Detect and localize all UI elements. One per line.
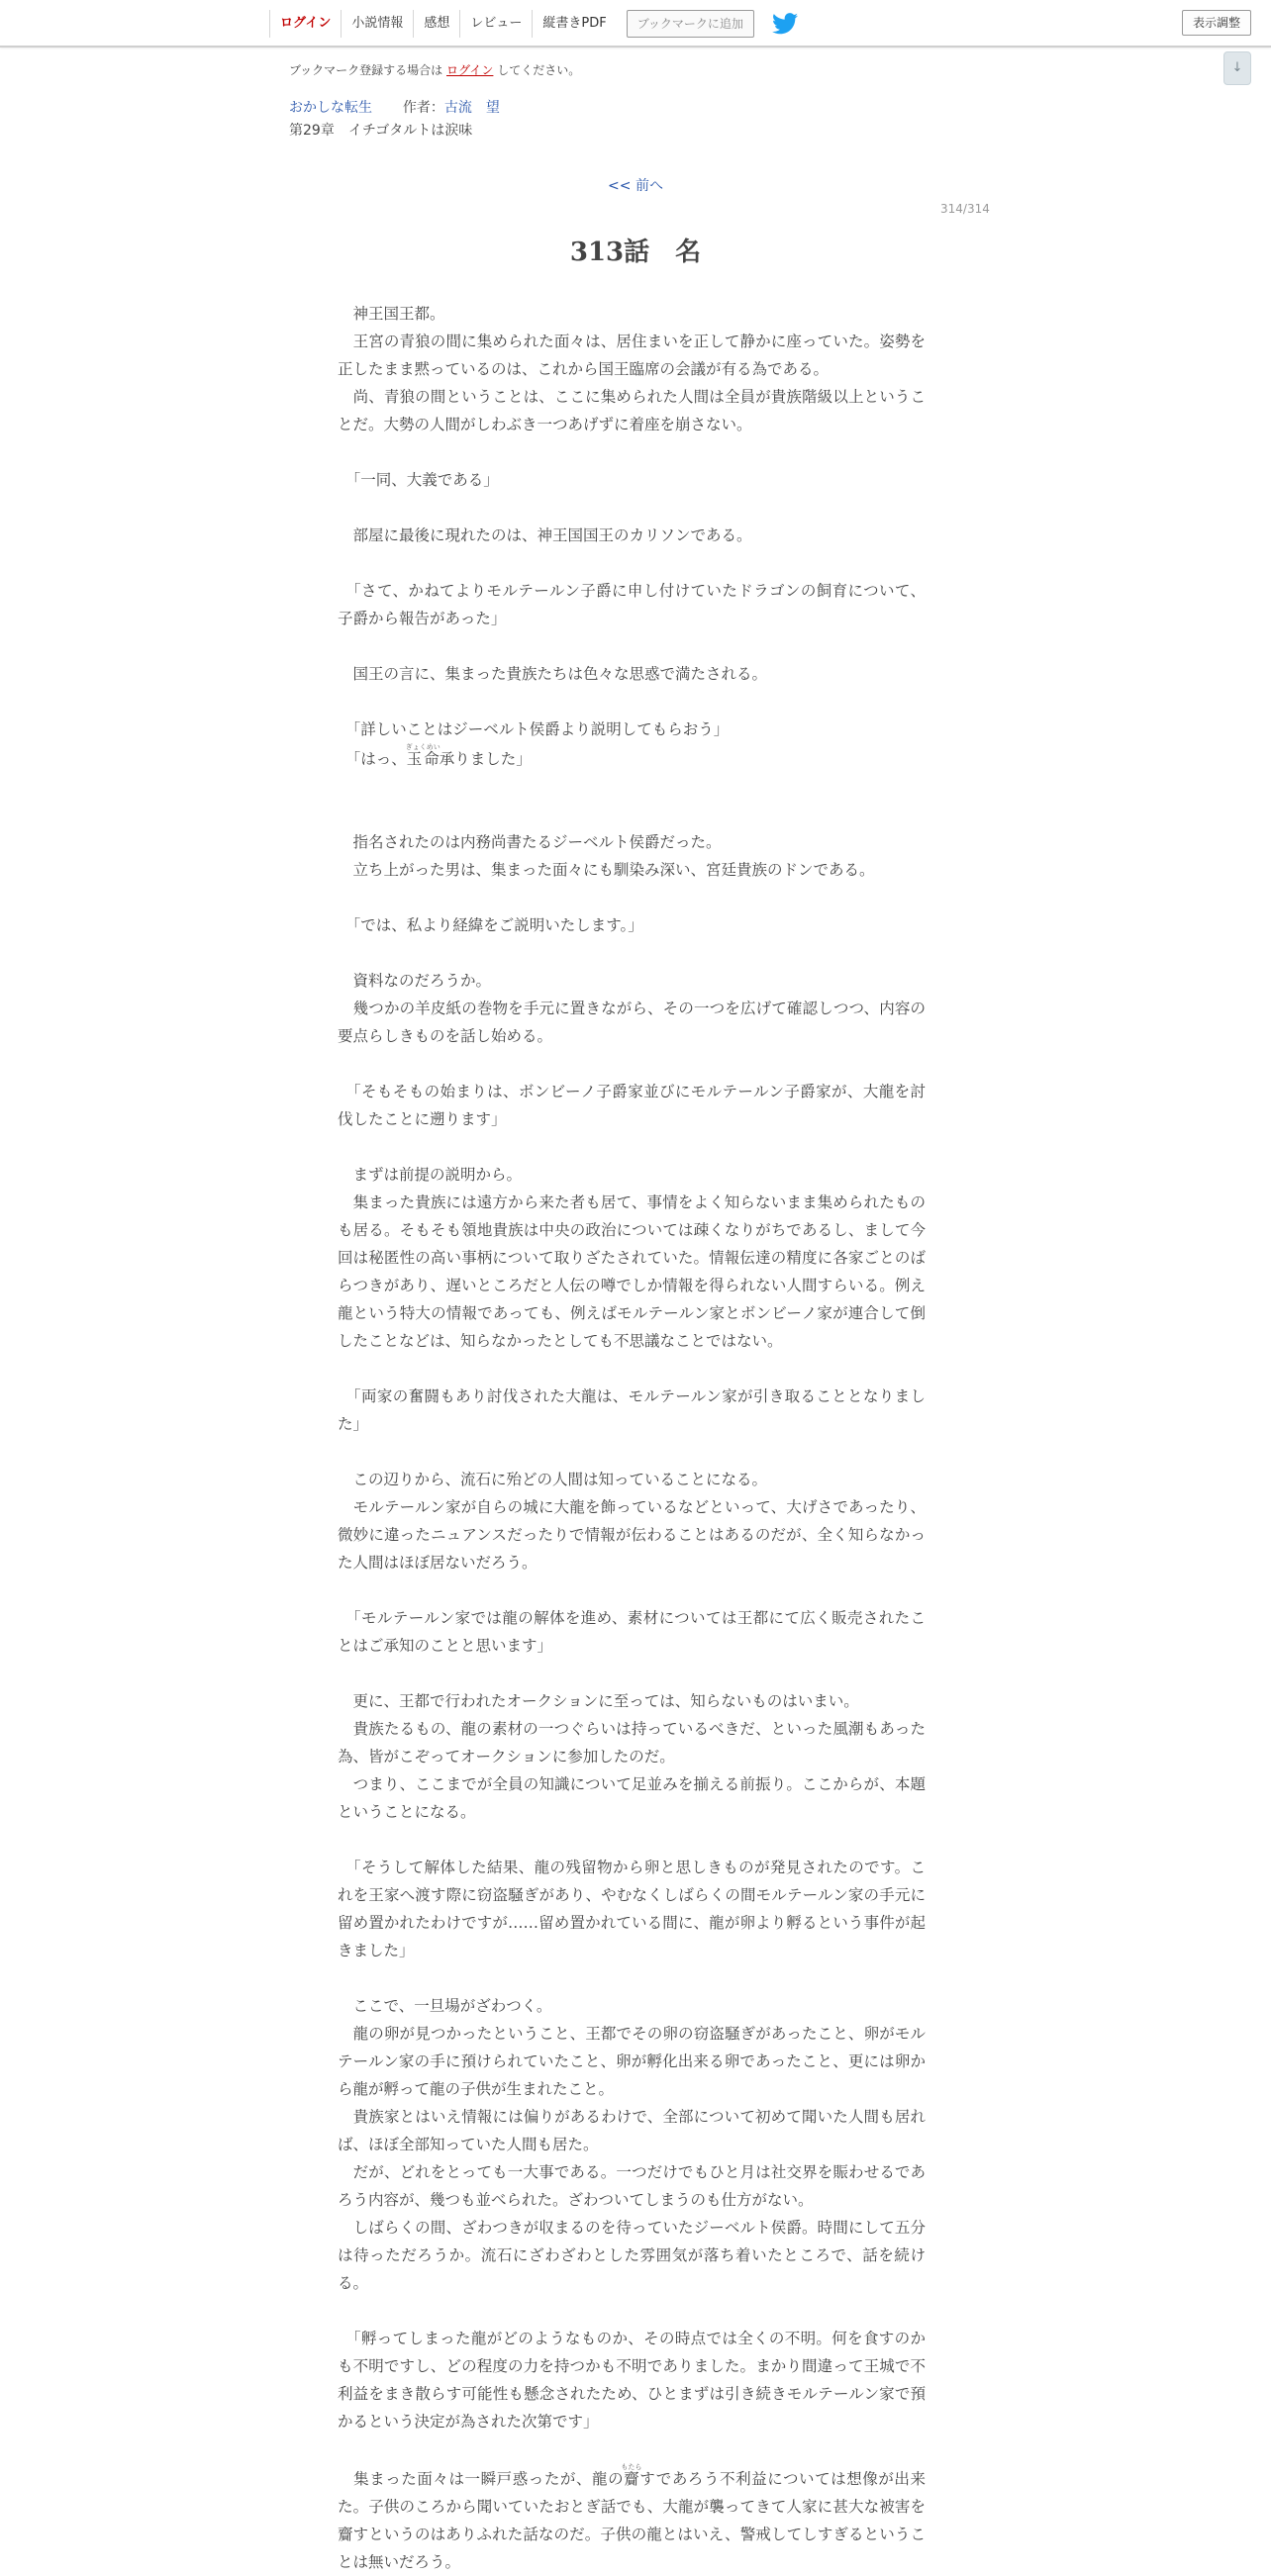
novel-paragraph (338, 743, 926, 773)
novel-paragraph (338, 2435, 926, 2463)
novel-info (289, 97, 500, 117)
novel-paragraph (338, 632, 926, 660)
chapter-title: 第29章 イチゴタルトは涙味 (289, 123, 473, 139)
novel-paragraph: 「さて、かねてよりモルテールン子爵に申し付けていたドラゴンの飼育について、子爵から報告があった」 (338, 582, 926, 627)
scroll-down-button[interactable]: ↓ (1223, 51, 1251, 85)
bookmark-notice-after: してください。 (497, 63, 581, 77)
ruby-base: 齎 (621, 2470, 642, 2488)
novel-paragraph: 貴族家とはいえ情報には偏りがあるわけで、全部について初めて聞いた人間も居れば、ほぼ全部知っていた人間も居た。 (338, 2108, 926, 2153)
novel-body (338, 300, 926, 2576)
ruby-annotation (405, 743, 440, 768)
ruby-line-after: 承りました」 (439, 750, 532, 768)
ruby-annotation (621, 2463, 642, 2488)
novel-paragraph: 幾つかの羊皮紙の巻物を手元に置きながら、その一つを広げて確認しつつ、内容の要点らしきものを話し始める。 (338, 1000, 926, 1045)
novel-paragraph (338, 1438, 926, 1466)
novel-paragraph (338, 2463, 926, 2576)
novel-paragraph (338, 884, 926, 911)
ruby-base: 玉命 (405, 750, 440, 768)
novel-paragraph: 更に、王都で行われたオークションに至っては、知らないものはいまい。 (338, 1692, 859, 1710)
episode-title: 313話 名 (569, 238, 702, 267)
novel-paragraph: 「一同、大義である」 (338, 471, 499, 489)
novel-paragraph (338, 1133, 926, 1161)
novel-paragraph: 尚、青狼の間ということは、ここに集められた人間は全員が貴族階級以上ということだ。大勢の人間がしわぶき一つあげずに着座を崩さない。 (338, 388, 926, 433)
novel-paragraph (338, 1050, 926, 1078)
novel-paragraph: 神王国王都。 (338, 305, 445, 323)
novel-paragraph: 「では、私より経緯をご説明いたします。」 (338, 916, 643, 934)
nav-impressions-link[interactable]: 感想 (413, 10, 459, 38)
novel-paragraph (338, 1660, 926, 1687)
novel-paragraph: 貴族たるもの、龍の素材の一つぐらいは持っているべきだ、といった風潮もあった為、皆がこぞってオークションに参加したのだ。 (338, 1720, 926, 1765)
ruby-line-after: すであろう不利益については想像が出来た。子供のころから聞いていたおとぎ話でも、大龍が襲ってきて人家に甚大な被害を齎すというのはありふれた話なのだ。子供の龍とはいえ、警戒してしすぎるということは無いだろう。 (338, 2470, 926, 2571)
bookmark-notice (289, 61, 580, 78)
novel-paragraph (338, 494, 926, 522)
novel-paragraph: 立ち上がった男は、集まった面々にも馴染み深い、宮廷貴族のドンである。 (338, 861, 875, 879)
novel-paragraph: 資料なのだろうか。 (338, 972, 492, 990)
ruby-line-before: 集まった面々は一瞬戸惑ったが、龍の (338, 2470, 625, 2488)
author-link[interactable]: 古流 望 (443, 100, 500, 116)
novel-paragraph: ここで、一旦場がざわつく。 (338, 1997, 552, 2015)
novel-paragraph: 王宮の青狼の間に集められた面々は、居住まいを正して静かに座っていた。姿勢を正したまま黙っているのは、これから国王臨席の会議が有る為である。 (338, 333, 926, 378)
novel-paragraph (338, 1964, 926, 1992)
author-label: 作者： (402, 100, 444, 116)
novel-paragraph: 「そうして解体した結果、龍の残留物から卵と思しきものが発見されたのです。これを王家へ渡す際に窃盗騒ぎがあり、やむなくしばらくの間モルテールン家の手元に留め置かれたわけですが……留め置かれている間に、龍が卵より孵るという事件が起きました」 (338, 1859, 926, 1959)
bookmark-notice-before: ブックマーク登録する場合は (289, 63, 443, 77)
nav-login-link[interactable]: ログイン (269, 10, 341, 38)
novel-paragraph (338, 801, 926, 828)
novel-paragraph: 「モルテールン家では龍の解体を進め、素材については王都にて広く販売されたことはご承知のことと思います」 (338, 1609, 926, 1655)
novel-paragraph (338, 1826, 926, 1854)
novel-paragraph (338, 1576, 926, 1604)
nav-pdf-link[interactable]: 縦書きPDF (532, 10, 616, 38)
nav-novel-info-link[interactable]: 小説情報 (341, 10, 413, 38)
novel-paragraph: まずは前提の説明から。 (338, 1166, 523, 1184)
novel-paragraph: 「詳しいことはジーベルト侯爵より説明してもらおう」 (338, 720, 730, 738)
novel-paragraph: 「孵ってしまった龍がどのようなものか、その時点では全くの不明。何を食すのかも不明ですし、どの程度の力を持つかも不明でありました。まかり間違って王城で不利益をまき散らす可能性も懸念されたため、ひとまずは引き続きモルテールン家で預かるという決定が為された次第です」 (338, 2330, 926, 2431)
novel-paragraph (338, 1355, 926, 1383)
novel-title-link[interactable]: おかしな転生 (289, 100, 372, 116)
nav-review-link[interactable]: レビュー (459, 10, 532, 38)
page-count: 314/314 (940, 202, 990, 216)
novel-paragraph: つまり、ここまでが全員の知識について足並みを揃える前振り。ここからが、本題ということになる。 (338, 1775, 926, 1821)
novel-paragraph (338, 2297, 926, 2325)
twitter-bird-icon[interactable] (772, 13, 798, 35)
novel-paragraph: 「そもそもの始まりは、ボンビーノ子爵家並びにモルテールン子爵家が、大龍を討伐したことに遡ります」 (338, 1083, 926, 1128)
top-header (0, 0, 1271, 48)
display-settings-button[interactable]: 表示調整 (1182, 10, 1251, 36)
novel-paragraph: モルテールン家が自らの城に大龍を飾っているなどといって、大げさであったり、微妙に違ったニュアンスだったりで情報が伝わることはあるのだが、全く知らなかった人間はほぼ居ないだろう。 (338, 1498, 926, 1572)
novel-paragraph: 「両家の奮闘もあり討伐された大龍は、モルテールン家が引き取ることとなりました」 (338, 1387, 926, 1433)
ruby-line-before: 「はっ、 (338, 750, 407, 768)
novel-paragraph (338, 939, 926, 967)
novel-paragraph (338, 549, 926, 577)
novel-paragraph: しばらくの間、ざわつきが収まるのを待っていたジーベルト侯爵。時間にして五分は待っただろうか。流石にざわざわとした雰囲気が落ち着いたところで、話を続ける。 (338, 2219, 926, 2292)
novel-paragraph (338, 688, 926, 716)
novel-paragraph: 指名されたのは内務尚書たるジーベルト侯爵だった。 (338, 833, 722, 851)
novel-paragraph: だが、どれをとっても一大事である。一つだけでもひと月は社交界を賑わせるであろう内容が、幾つも並べられた。ざわついてしまうのも仕方がない。 (338, 2163, 926, 2209)
novel-paragraph: 龍の卵が見つかったということ、王都でその卵の窃盗騒ぎがあったこと、卵がモルテールン家の手に預けられていたこと、卵が孵化出来る卵であったこと、更には卵から龍が孵って龍の子供が生まれたこと。 (338, 2025, 926, 2098)
top-nav (269, 10, 798, 38)
bookmark-notice-login-link[interactable]: ログイン (446, 63, 494, 77)
novel-paragraph: 国王の言に、集まった貴族たちは色々な思惑で満たされる。 (338, 665, 768, 683)
ruby-reading: もたら (621, 2463, 642, 2471)
novel-paragraph: 部屋に最後に現れたのは、神王国国王のカリソンである。 (338, 526, 752, 544)
add-bookmark-button[interactable]: ブックマークに追加 (627, 10, 754, 38)
ruby-reading: ぎょくめい (405, 743, 440, 751)
novel-paragraph (338, 438, 926, 466)
novel-paragraph: この辺りから、流石に殆どの人間は知っていることになる。 (338, 1471, 768, 1488)
novel-paragraph (338, 773, 926, 801)
prev-page-link[interactable]: << 前へ (608, 178, 663, 194)
novel-paragraph: 集まった貴族には遠方から来た者も居て、事情をよく知らないまま集められたものも居る。そもそも領地貴族は中央の政治については疎くなりがちであるし、まして今回は秘匿性の高い事柄について取りざたされていた。情報伝達の精度に各家ごとのばらつきがあり、遅いところだと人伝の噂でしか情報を得られない人間すらいる。例え龍という特大の情報であっても、例えばモルテールン家とボンビーノ家が連合して倒したことなどは、知らなかったとしても不思議なことではない。 (338, 1193, 926, 1350)
